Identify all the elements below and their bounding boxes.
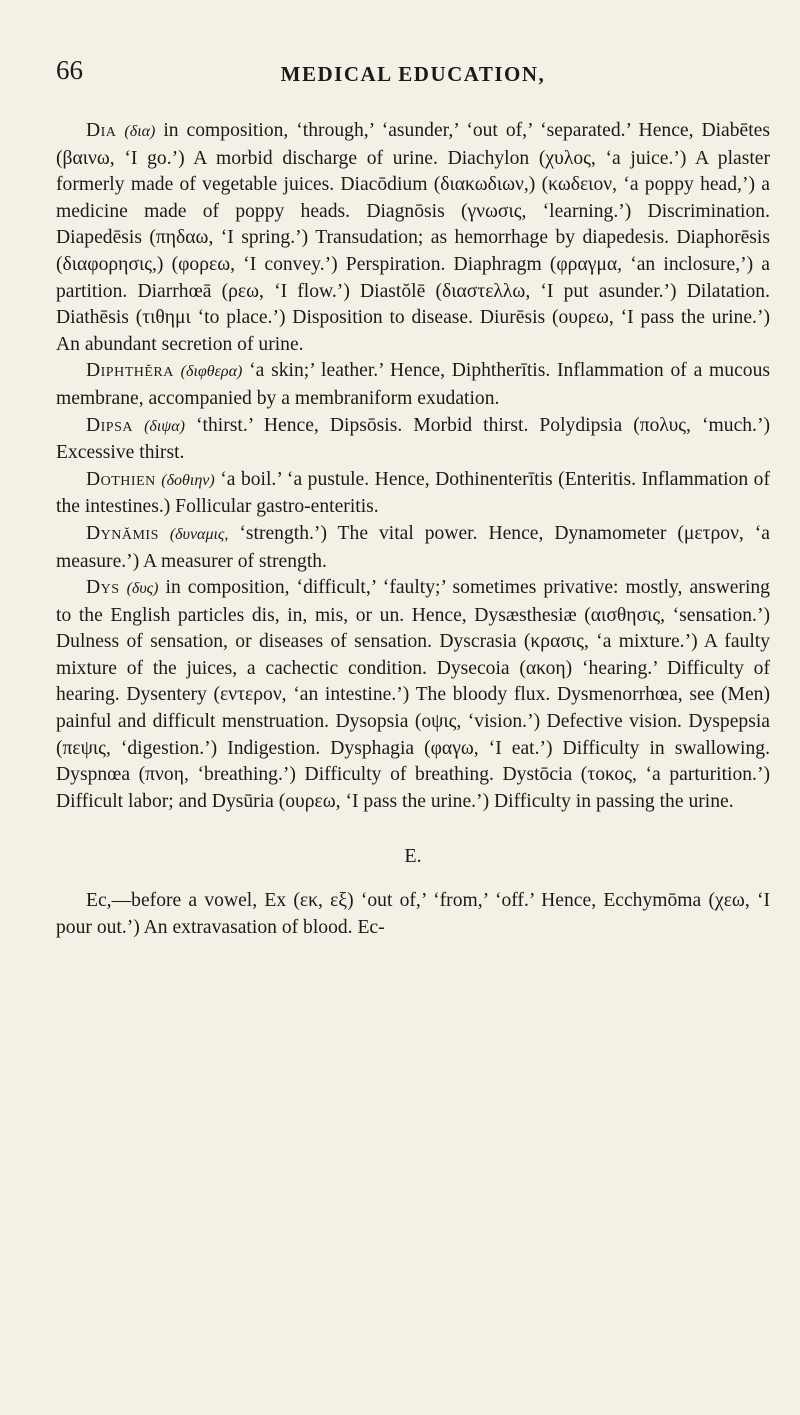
entry-body: ‘a boil.’ ‘a pustule. Hence, Dothinenterītis (Enteritis. Inflammation of the intestines.) Follicular gastro-enteritis. (56, 468, 770, 518)
greek-etymon: (δυναμις, (169, 525, 229, 543)
entry-body: ‘a skin;’ leather.’ Hence, Diphtherītis. Inflammation of a mucous membrane, accompanied by a membraniform exudation. (56, 360, 770, 409)
entry-dynamis (56, 521, 770, 575)
entry-dia (56, 118, 770, 358)
greek-etymon: (διφθερα) (180, 363, 243, 381)
entry-headword: Dynămis (86, 522, 159, 544)
entry-headword: Dipsa (86, 414, 133, 436)
entry-headword: Diphthĕra (86, 360, 174, 382)
section-heading-e: E. (404, 845, 422, 868)
entry-headword: Ec, (86, 890, 112, 912)
entry-body: ‘strength.’) The vital power. Hence, Dynamometer (μετρον, ‘a measure.’) A measurer of strength. (56, 522, 770, 572)
entry-diphthera (56, 358, 770, 412)
greek-etymon: (δοθιην) (161, 471, 215, 489)
entry-body: —before a vowel, Ex (εκ, εξ) ‘out of,’ ‘from,’ ‘off.’ Hence, Ecchymōma (χεω, ‘I pour out.’) An extravasation of blood. Ec- (56, 890, 770, 939)
entry-body: ‘thirst.’ Hence, Dipsōsis. Morbid thirst. Polydipsia (πολυς, ‘much.’) Excessive thirst. (56, 414, 771, 464)
entry-dys (56, 575, 770, 815)
page-number: 66 (56, 55, 83, 85)
entry-dipsa (56, 413, 770, 467)
greek-etymon: (δυς) (126, 580, 159, 598)
entry-body: in composition, ‘through,’ ‘asunder,’ ‘out of,’ ‘separated.’ Hence, Diabētes (βαινω, ‘I go.’) A morbid discharge of urine. Diachylon (χυλος, ‘a juice.’) A plaster formerly made of vegetable juices. Diacōdium (διακωδιων,) (κωδειον, ‘a poppy head,’) a medicine made of poppy heads. Diagnōsis (γνωσις, ‘learning.’) Discrimination. Diapedēsis (πηδαω, ‘I spring.’) Transudation; as hemorrhage by diapedesis. Diaphorēsis (διαφορησις,) (φορεω, ‘I convey.’) Perspiration. Diaphragm (φραγμα, ‘an inclosure,’) a partition. Diarrhœā (ρεω, ‘I flow.’) Diastŏlē (διαστελλω, ‘I put asunder.’) Dilatation. Diathēsis (τιθημι ‘to place.’) Disposition to disease. Diurēsis (ουρεω, ‘I pass the urine.’) An abundant secretion of urine. (56, 120, 771, 355)
running-title: MEDICAL EDUCATION, (280, 62, 546, 86)
book-page (56, 0, 770, 1415)
text-column (56, 118, 770, 942)
entry-dothien (56, 467, 770, 521)
entry-body: in composition, ‘difficult,’ ‘faulty;’ sometimes privative: mostly, answering to the English particles dis, in, mis, or un. Hence, Dysæsthesiæ (αισθησις, ‘sensation.’) Dulness of sensation, or diseases of sensation. Dyscrasia (κρασις, ‘a mixture.’) A faulty mixture of the juices, a cachectic condition. Dysecoia (ακοη) ‘hearing.’ Difficulty of hearing. Dysentery (εντερον, ‘an intestine.’) The bloody flux. Dysmenorrhœa, see (Men) painful and difficult menstruation. Dysopsia (οψις, ‘vision.’) Defective vision. Dyspepsia (πεψις, ‘digestion.’) Indigestion. Dysphagia (φαγω, ‘I eat.’) Difficulty in swallowing. Dyspnœa (πνοη, ‘breathing.’) Difficulty of breathing. Dystōcia (τοκος, ‘a parturition.’) Difficult labor; and Dysūria (ουρεω, ‘I pass the urine.’) Difficulty in passing the urine. (56, 577, 770, 812)
entry-headword: Dys (86, 577, 120, 599)
greek-etymon: (διψα) (144, 417, 185, 435)
greek-etymon: (δια) (124, 123, 156, 140)
entry-ec (56, 888, 770, 941)
entry-headword: Dothien (86, 468, 156, 490)
entry-headword: Dia (86, 120, 117, 141)
